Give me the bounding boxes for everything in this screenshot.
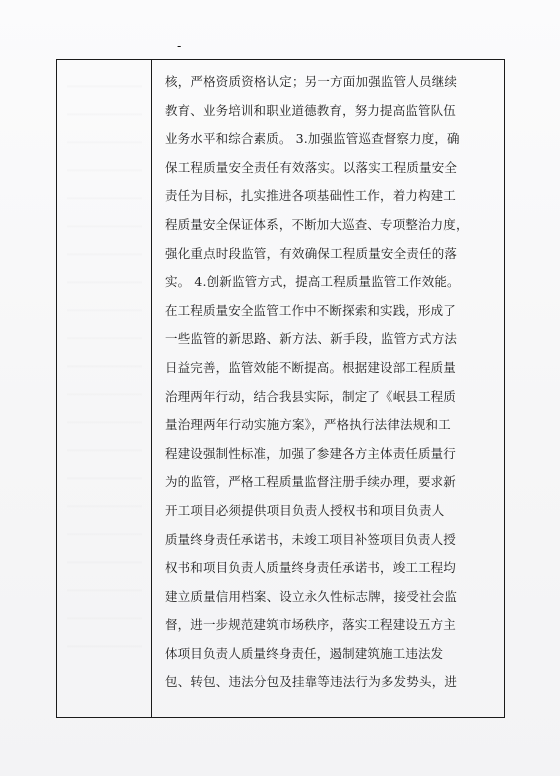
body-text-line: 程建设强制性标准，加强了参建各方主体责任质量行 [165,445,456,461]
body-text-line: 体项目负责人质量终身责任，遏制建筑施工违法发 [165,645,444,661]
body-text-line: 业务水平和综合素质。 3.加强监管巡查督察力度，确 [165,131,460,147]
content-table [56,59,505,718]
body-text-line: 包、转包、违法分包及挂靠等违法行为多发势头，进 [165,674,458,690]
body-text-line: 治理两年行动，结合我县实际，制定了《岷县工程质 [165,388,456,404]
body-text-line: 程质量安全保证体系，不断加大巡查、专项整治力度， [165,216,469,232]
body-text-line: 为的监管，严格工程质量监督注册手续办理，要求新 [165,474,456,490]
body-text-line: 教育、业务培训和职业道德教育，努力提高监管队伍 [165,102,456,118]
body-text-line: 权书和项目负责人质量终身责任承诺书，竣工工程均 [165,560,456,576]
body-text-line: 日益完善，监管效能不断提高。根据建设部工程质量 [165,359,456,375]
body-text-line: 一些监管的新思路、新方法、新手段，监管方式方法 [165,331,458,347]
top-mark: - [177,39,182,53]
body-text-line: 责任为目标，扎实推进各项基础性工作，着力构建工 [165,188,456,204]
body-text-line: 质量终身责任承诺书，未竣工项目补签项目负责人授 [165,531,456,547]
body-text-line: 建立质量信用档案、设立永久性标志牌，接受社会监 [165,588,458,604]
body-text-line: 开工项目必须提供项目负责人授权书和项目负责人 [165,502,445,518]
body-text-cell [165,68,495,697]
body-text-line: 量治理两年行动实施方案》，严格执行法律法规和工 [165,417,451,433]
body-text-line: 实。 4.创新监管方式，提高工程质量监管工作效能。 [165,274,460,290]
body-text-line: 强化重点时段监管，有效确保工程质量安全责任的落 [165,245,458,261]
body-text-line: 在工程质量安全监管工作中不断探索和实践，形成了 [165,302,456,318]
body-text-line: 督，进一步规范建筑市场秩序，落实工程建设五方主 [165,617,456,633]
column-divider [151,60,152,717]
body-text-line: 核，严格资质资格认定；另一方面加强监管人员继续 [165,74,458,89]
body-text-line: 保工程质量安全责任有效落实。以落实工程质量安全 [165,159,458,175]
